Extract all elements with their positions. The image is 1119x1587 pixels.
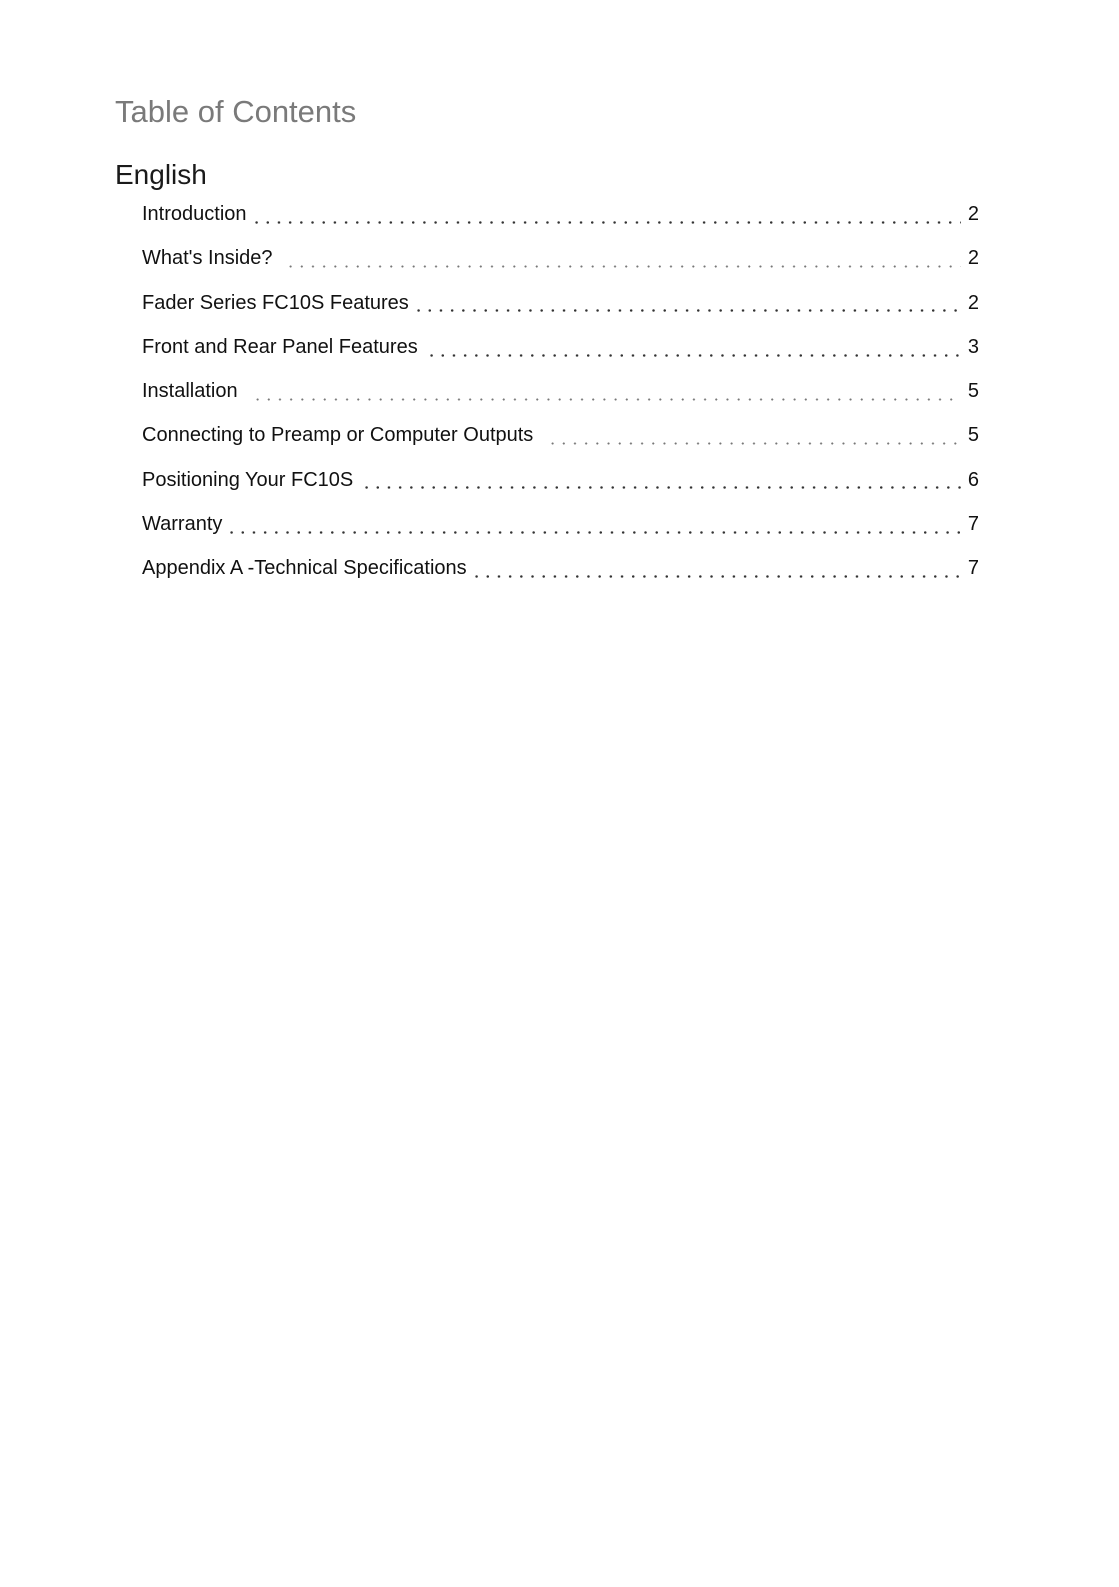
toc-entry-label: Introduction [142,203,247,225]
toc-entry-front-rear-panel-features[interactable] [142,329,979,373]
dot-leader [251,221,961,224]
toc-entry-label: What's Inside? [142,247,273,270]
toc-entry-label: Fader Series FC10S Features [142,291,409,314]
toc-entry-installation[interactable] [142,373,979,417]
dot-leader [252,398,961,401]
toc-entry-page-number: 7 [967,513,979,536]
toc-entry-label: Appendix A -Technical Specifications [142,557,467,580]
dot-leader [413,309,961,312]
toc-entry-whats-inside[interactable] [142,240,979,284]
toc-entry-label: Connecting to Preamp or Computer Outputs [142,424,534,447]
toc-title: Table of Contents [115,94,357,129]
toc-entry-appendix-a[interactable] [142,550,979,594]
toc-entry-fader-series-features[interactable] [142,285,979,329]
dot-leader [226,531,961,534]
toc-entry-warranty[interactable] [142,506,979,550]
toc-entry-page-number: 3 [967,335,979,358]
toc-entry-page-number: 7 [967,557,979,580]
toc-entry-page-number: 5 [967,424,979,447]
toc-entry-introduction[interactable] [142,196,979,240]
toc-entry-page-number: 2 [967,291,979,314]
toc-entry-page-number: 5 [967,380,979,403]
dot-leader [361,486,961,489]
dot-leader [547,442,961,445]
toc-list [142,196,979,595]
toc-entry-page-number: 2 [967,247,979,270]
toc-entry-label: Warranty [142,513,223,536]
toc-entry-label: Installation [142,380,238,403]
toc-entry-label: Positioning Your FC10S [142,468,354,491]
toc-entry-page-number: 6 [967,468,979,491]
dot-leader [426,354,961,357]
toc-entry-positioning[interactable] [142,462,979,506]
dot-leader [285,265,961,268]
section-heading-english: English [115,159,207,190]
toc-entry-connecting-preamp[interactable] [142,417,979,461]
toc-entry-label: Front and Rear Panel Features [142,335,418,358]
toc-entry-page-number: 2 [967,203,979,225]
dot-leader [471,575,961,578]
